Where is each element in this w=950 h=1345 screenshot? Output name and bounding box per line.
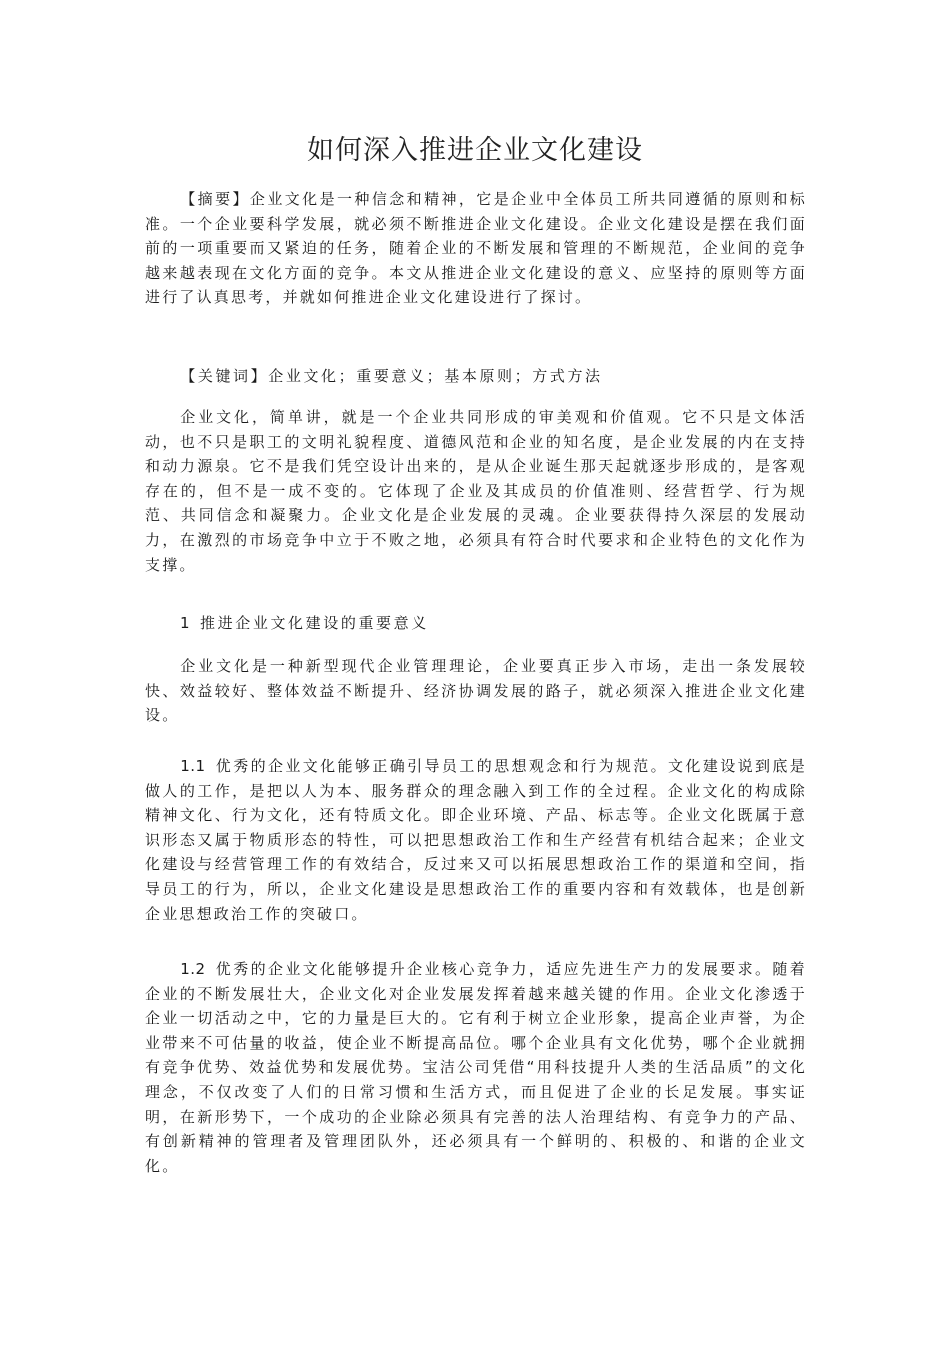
document-title: 如何深入推进企业文化建设 [307, 135, 643, 166]
section-1-heading [180, 612, 429, 633]
intro-paragraph: 企业文化，简单讲，就是一个企业共同形成的审美观和价值观。它不只是文体活动，也不只是职工的文明礼貌程度、道德风范和企业的知名度，是企业发展的内在支持和动力源泉。它不是我们凭空设计出来的，是从企业诞生那天起就逐步形成的，是客观存在的，但不是一成不变的。它体现了企业及其成员的价值准则、经营哲学、行为规范、共同信念和凝聚力。企业文化是企业发展的灵魂。企业要获得持久深层的发展动力，在激烈的市场竞争中立于不败之地，必须具有符合时代要求和企业特色的文化作为支撑。 [145, 408, 807, 574]
section-1-title: 推进企业文化建设的重要意义 [200, 614, 429, 632]
section-1-2-text: 优秀的企业文化能够提升企业核心竞争力，适应先进生产力的发展要求。随着企业的不断发展壮大，企业文化对企业发展发挥着越来越关键的作用。企业文化渗透于企业一切活动之中，它的力量是巨大的。它有利于树立企业形象，提高企业声誉，为企业带来不可估量的收益，使企业不断提高品位。哪个企业具有文化优势，哪个企业就拥有竞争优势、效益优势和发展优势。宝洁公司凭借“用科技提升人类的生活品质”的文化理念，不仅改变了人们的日常习惯和生活方式，而且促进了企业的长足发展。事实证明，在新形势下，一个成功的企业除必须具有完善的法人治理结构、有竞争力的产品、有创新精神的管理者及管理团队外，还必须具有一个鲜明的、积极的、和谐的企业文化。 [145, 960, 807, 1175]
abstract-paragraph: 【摘要】企业文化是一种信念和精神，它是企业中全体员工所共同遵循的原则和标准。一个企业要科学发展，就必须不断推进企业文化建设。企业文化建设是摆在我们面前的一项重要而又紧迫的任务，随着企业的不断发展和管理的不断规范，企业间的竞争越来越表现在文化方面的竞争。本文从推进企业文化建设的意义、应坚持的原则等方面进行了认真思考，并就如何推进企业文化建设进行了探讨。 [145, 190, 807, 307]
section-1-2-paragraph [145, 957, 807, 1178]
section-1-1-text: 优秀的企业文化能够正确引导员工的思想观念和行为规范。文化建设说到底是做人的工作，是把以人为本、服务群众的理念融入到工作的全过程。企业文化的构成除精神文化、行为文化，还有特质文化。即企业环境、产品、标志等。企业文化既属于意识形态又属于物质形态的特性，可以把思想政治工作和生产经营有机结合起来；企业文化建设与经营管理工作的有效结合，反过来又可以拓展思想政治工作的渠道和空间，指导员工的行为，所以，企业文化建设是思想政治工作的重要内容和有效载体，也是创新企业思想政治工作的突破口。 [145, 757, 807, 923]
section-1-1-number: 1.1 [180, 757, 206, 775]
section-1-number: 1 [180, 614, 191, 632]
section-1-2-number: 1.2 [180, 960, 206, 978]
section-1-paragraph: 企业文化是一种新型现代企业管理理论，企业要真正步入市场，走出一条发展较快、效益较好、整体效益不断提升、经济协调发展的路子，就必须深入推进企业文化建设。 [145, 657, 807, 725]
keywords-paragraph: 【关键词】企业文化；重要意义；基本原则；方式方法 [180, 367, 603, 385]
section-1-1-paragraph [145, 754, 807, 926]
